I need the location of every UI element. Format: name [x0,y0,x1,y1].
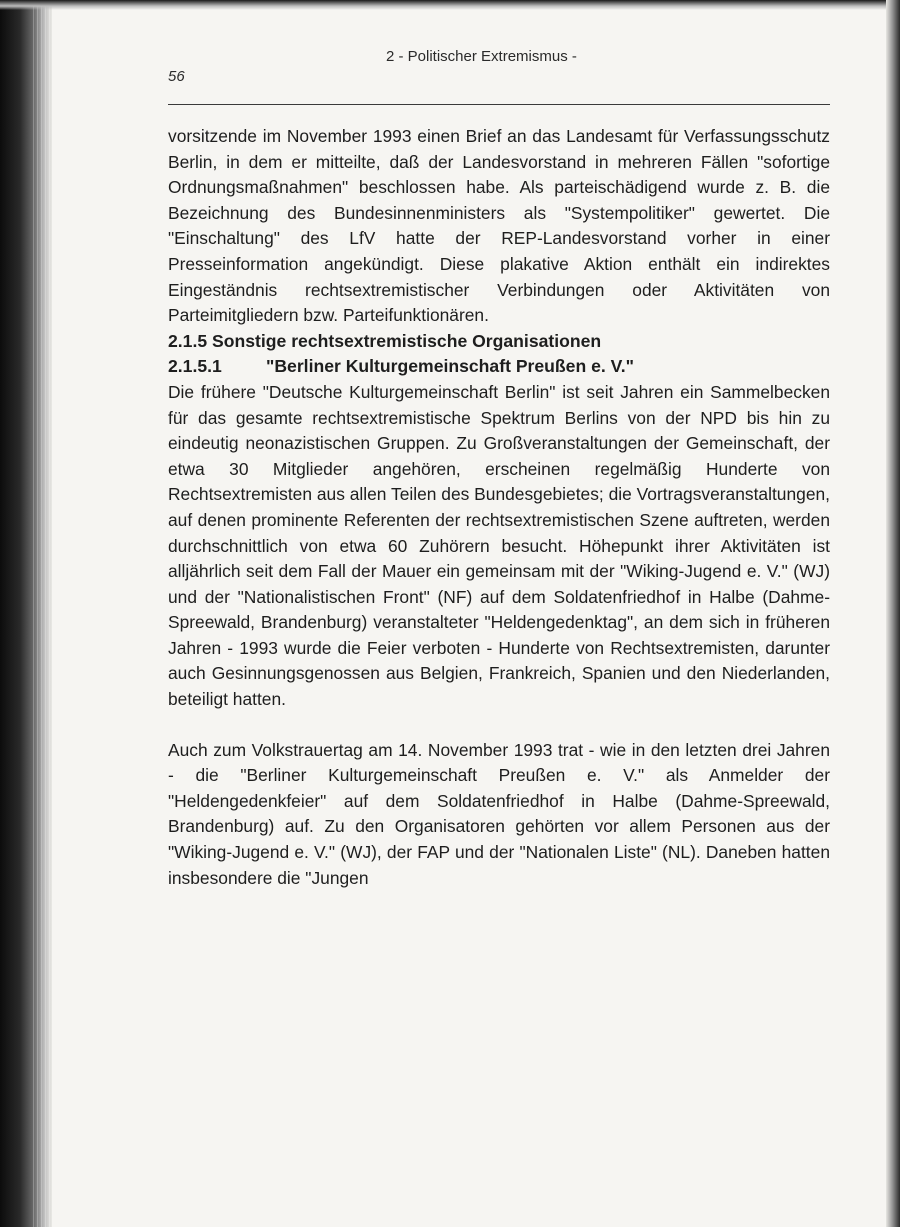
paragraph: vorsitzende im November 1993 einen Brief an das Landesamt für Verfassungsschutz Berlin, in dem er mitteilte, daß der Landesvorstand in mehreren Fällen "sofortige Ordnungsmaßnahmen" beschlossen habe. Als parteischädigend wurde z. B. die Bezeichnung des Bundesinnenministers als "Systempolitiker" gewertet. Die "Einschaltung" des LfV hatte der REP-Landesvorstand vorher in einer Presseinformation angekündigt. Diese plakative Aktion enthält ein indirektes Eingeständnis rechtsextremistischer Verbindungen oder Aktivitäten von Parteimitgliedern bzw. Parteifunktionären. [168,126,830,326]
paragraph: Die frühere "Deutsche Kulturgemeinschaft Berlin" ist seit Jahren ein Sammelbecken für das gesamte rechtsextremistische Spektrum Berlins von der NPD bis hin zu eindeutig neonazistischen Gruppen. Zu Großveranstaltungen der Gemeinschaft, der etwa 30 Mitglieder angehören, erscheinen regelmäßig Hunderte von Rechtsextremisten aus allen Teilen des Bundesgebietes; die Vortragsveranstaltungen, auf denen prominente Referenten der rechtsextremistischen Szene auftreten, werden durchschnittlich von etwa 60 Zuhörern besucht. Höhepunkt ihrer Aktivitäten ist alljährlich seit dem Fall der Mauer ein gemeinsam mit der "Wiking-Jugend e. V." (WJ) und der "Nationalistischen Front" (NF) auf dem Soldatenfriedhof in Halbe (Dahme-Spreewald, Brandenburg) veranstalteter "Heldengedenktag", an dem sich in früheren Jahren - 1993 wurde die Feier verboten - Hunderte von Rechtsextremisten, darunter auch Gesinnungsgenossen aus Belgien, Frankreich, Spanien und den Niederlanden, beteiligt hatten. [168,381,830,710]
paragraph: Auch zum Volkstrauertag am 14. November 1993 trat - wie in den letzten drei Jahren - die "Berliner Kulturgemeinschaft Preußen e. V." als Anmelder der "Heldengedenkfeier" auf dem Soldatenfriedhof in Halbe (Dahme-Spreewald, Brandenburg) auf. Zu den Organisatoren gehörten vor allem Personen aus der "Wiking-Jugend e. V." (WJ), der FAP und der "Nationalen Liste" (NL). Daneben hatten insbesondere die "Jungen [168,739,830,888]
scan-right-edge [886,0,900,1227]
subsection-title: "Berliner Kulturgemeinschaft Preußen e. V." [266,356,635,377]
subsection-number: 2.1.5.1 [168,356,222,377]
page-stack-edges [30,0,52,1227]
section-heading: 2.1.5 Sonstige rechtsextremistische Organisationen [168,330,602,351]
scan-top-edge [0,0,900,10]
running-head: 2 - Politischer Extremismus - [386,48,577,65]
header-rule [168,104,830,105]
page-number: 56 [168,68,185,85]
subsection-heading [168,354,830,380]
page-header [168,48,830,102]
page-body [168,124,830,891]
